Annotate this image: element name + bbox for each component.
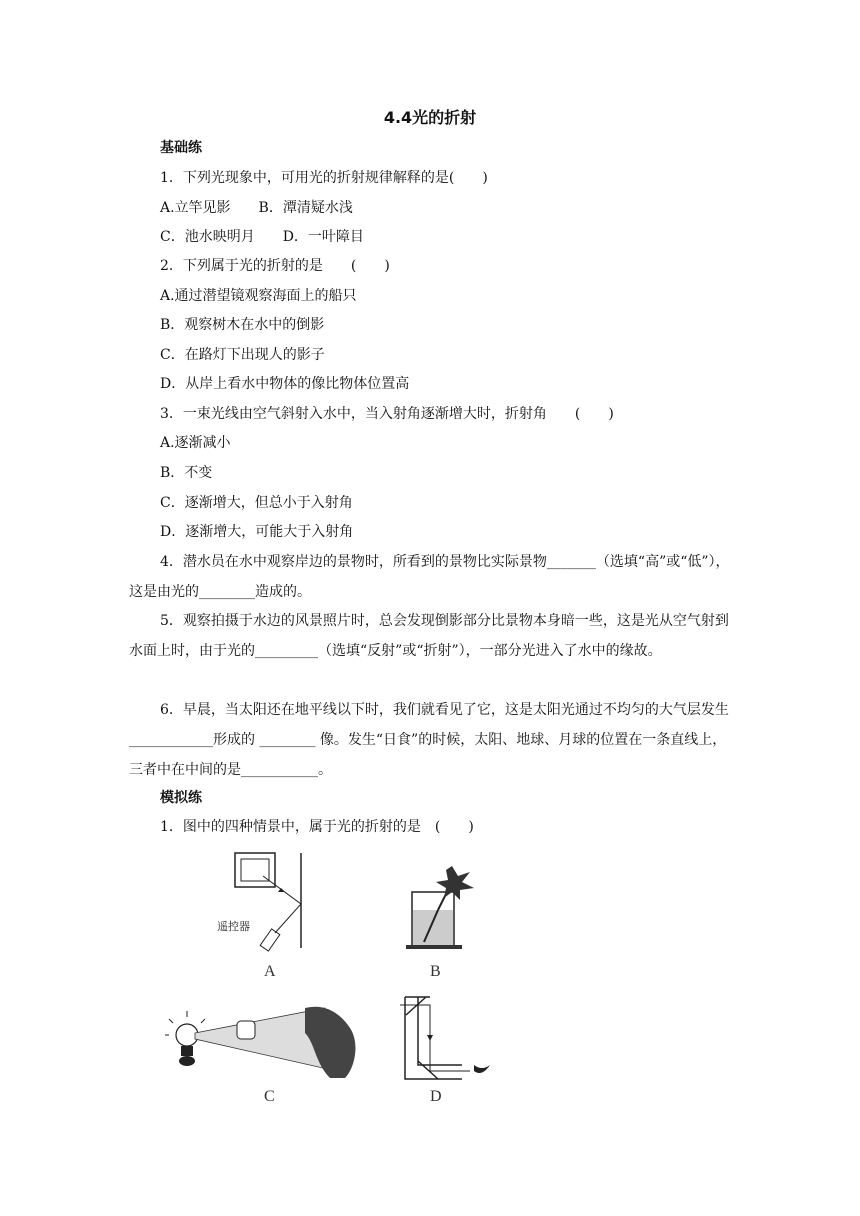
q1-options-cd: C．池水映明月 D．一叶障目: [160, 229, 364, 245]
q6-text: 6．早晨，当太阳还在地平线以下时，我们就看见了它，这是太阳光通过不均匀的大气层发生____________形成的 ________ 像。发生“日食”的时候，太阳、地球、月球的位置在一条直线上，三者中在中间的是___________。: [129, 702, 729, 778]
q2-option-a: A.通过潜望镜观察海面上的船只: [160, 288, 357, 304]
q2-option-b: B．观察树木在水中的倒影: [160, 317, 325, 333]
section-simulation: 模拟练: [160, 790, 202, 806]
page-title: 4.4光的折射: [383, 108, 477, 127]
figure-a-label: A: [264, 963, 276, 980]
q3-option-c: C．逐渐增大，但总小于入射角: [160, 495, 353, 511]
q5-text: 5．观察拍摄于水边的风景照片时，总会发现倒影部分比景物本身暗一些，这是光从空气射到水面上时，由于光的_________（选填“反射”或“折射”），一部分光进入了水中的缘故。: [129, 613, 729, 659]
q3-stem: 3．一束光线由空气斜射入水中，当入射角逐渐增大时，折射角 ( ): [160, 406, 614, 422]
figure-a-remote-control: [205, 848, 315, 953]
q2-option-d: D．从岸上看水中物体的像比物体位置高: [160, 376, 410, 392]
figure-b-glass-of-water: [400, 860, 480, 952]
section-basic: 基础练: [160, 140, 202, 156]
q1-stem: 1．下列光现象中，可用光的折射规律解释的是( ): [160, 170, 488, 186]
figure-c-label: C: [264, 1088, 275, 1105]
figure-c-shadow-puppet: [165, 1003, 370, 1083]
q1-options-ab: A.立竿见影 B．潭清疑水浅: [160, 200, 353, 216]
figure-b-label: B: [430, 963, 441, 980]
q3-option-d: D．逐渐增大，可能大于入射角: [160, 524, 354, 540]
q4-text: 4．潜水员在水中观察岸边的景物时，所看到的景物比实际景物_______（选填“高”或“低”），这是由光的________造成的。: [129, 554, 730, 600]
figure-a-caption: 遥控器: [217, 920, 250, 933]
q2-option-c: C．在路灯下出现人的影子: [160, 347, 325, 363]
q3-option-a: A.逐渐减小: [160, 435, 231, 451]
figure-d-periscope: [400, 995, 500, 1083]
figure-d-label: D: [430, 1088, 442, 1105]
q3-option-b: B．不变: [160, 465, 213, 481]
q2-stem: 2．下列属于光的折射的是 ( ): [160, 258, 390, 274]
m1-stem: 1．图中的四种情景中，属于光的折射的是 ( ): [160, 819, 474, 835]
